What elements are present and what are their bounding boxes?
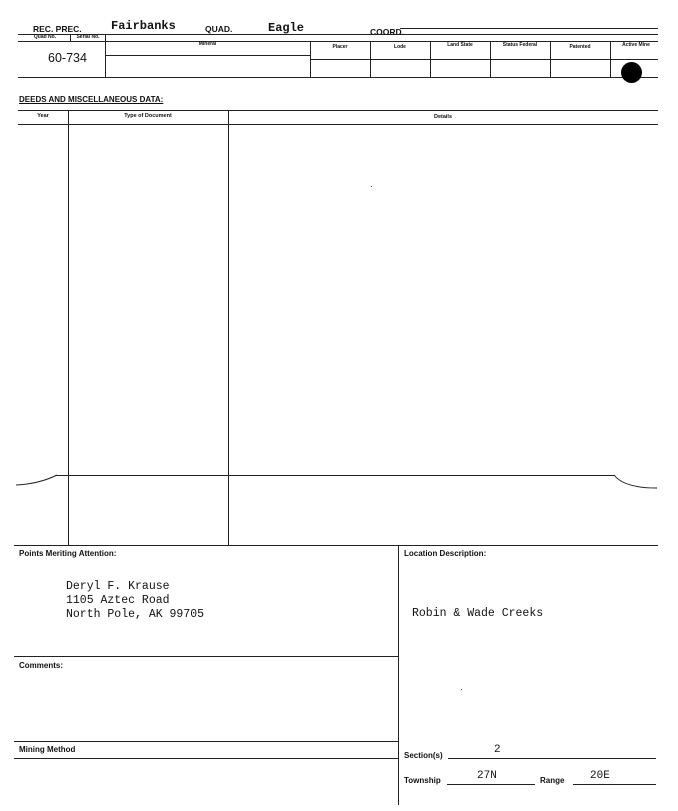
section-value[interactable]: 2 <box>494 744 501 756</box>
coord-label: COORD. <box>370 27 404 37</box>
page-fold-curve-left <box>14 470 59 490</box>
col-patented: Patented <box>569 44 591 50</box>
table1-divider <box>490 41 491 77</box>
mining-method-label: Mining Method <box>19 745 76 754</box>
col-status-federal: Status Federal <box>502 42 538 48</box>
township-underline <box>447 784 535 785</box>
township-label: Township <box>404 776 441 785</box>
deeds-year-divider <box>68 110 69 546</box>
col-lode: Lode <box>394 44 406 50</box>
col-details: Details <box>433 114 453 120</box>
bottom-top-rule <box>14 545 658 546</box>
table1-number-rule <box>105 55 310 56</box>
col-active-mine: Active Mine <box>622 42 650 48</box>
header-coord-rule <box>400 28 658 29</box>
quad-label: QUAD. <box>205 24 233 34</box>
section-underline <box>448 758 656 759</box>
location-speck <box>461 689 462 690</box>
location-description-value[interactable]: Robin & Wade Creeks <box>412 607 544 620</box>
table1-divider <box>430 41 431 77</box>
comments-label: Comments: <box>19 661 64 670</box>
mining-method-bottom-rule <box>14 758 398 759</box>
page-fold-curve-right <box>612 472 658 492</box>
table1-divider <box>70 35 71 41</box>
location-description-label: Location Description: <box>404 549 487 558</box>
bottom-center-divider <box>398 545 399 805</box>
rec-prec-label: REC. PREC. <box>33 24 82 34</box>
points-line-2[interactable]: 1105 Aztec Road <box>66 594 170 607</box>
range-value[interactable]: 20E <box>590 770 610 782</box>
deeds-section-title: DEEDS AND MISCELLANEOUS DATA: <box>19 95 164 104</box>
table1-row-rule <box>310 59 658 60</box>
col-quad-no: Quad No. <box>33 34 57 40</box>
col-placer: Placer <box>332 44 348 50</box>
rec-prec-field[interactable]: Fairbanks <box>111 19 176 33</box>
range-label: Range <box>540 776 565 785</box>
quad-serial-number[interactable]: 60-734 <box>48 51 87 65</box>
table1-divider <box>610 41 611 77</box>
col-land-state: Land State <box>447 42 473 48</box>
comments-rule <box>14 656 398 657</box>
deeds-type-divider <box>228 110 229 546</box>
page-fold-line <box>55 475 615 476</box>
header-top-rule <box>18 34 658 35</box>
deeds-speck <box>371 186 372 187</box>
col-type-of-document: Type of Document <box>124 113 172 119</box>
section-label: Section(s) <box>404 751 443 760</box>
col-serial-no: Serial No. <box>76 34 100 40</box>
range-underline <box>573 784 656 785</box>
mining-method-rule <box>14 741 398 742</box>
col-year: Year <box>37 113 49 119</box>
township-value[interactable]: 27N <box>477 770 497 782</box>
quad-field[interactable]: Eagle <box>268 21 305 35</box>
active-mine-marker-dot <box>621 62 642 83</box>
col-mineral: Mineral <box>198 41 217 47</box>
table1-bottom-rule <box>18 77 658 78</box>
points-line-1[interactable]: Deryl F. Krause <box>66 580 170 593</box>
deeds-header-rule <box>18 124 658 125</box>
deeds-top-rule <box>18 110 658 111</box>
points-label: Points Meriting Attention: <box>19 549 117 558</box>
points-line-3[interactable]: North Pole, AK 99705 <box>66 608 205 621</box>
